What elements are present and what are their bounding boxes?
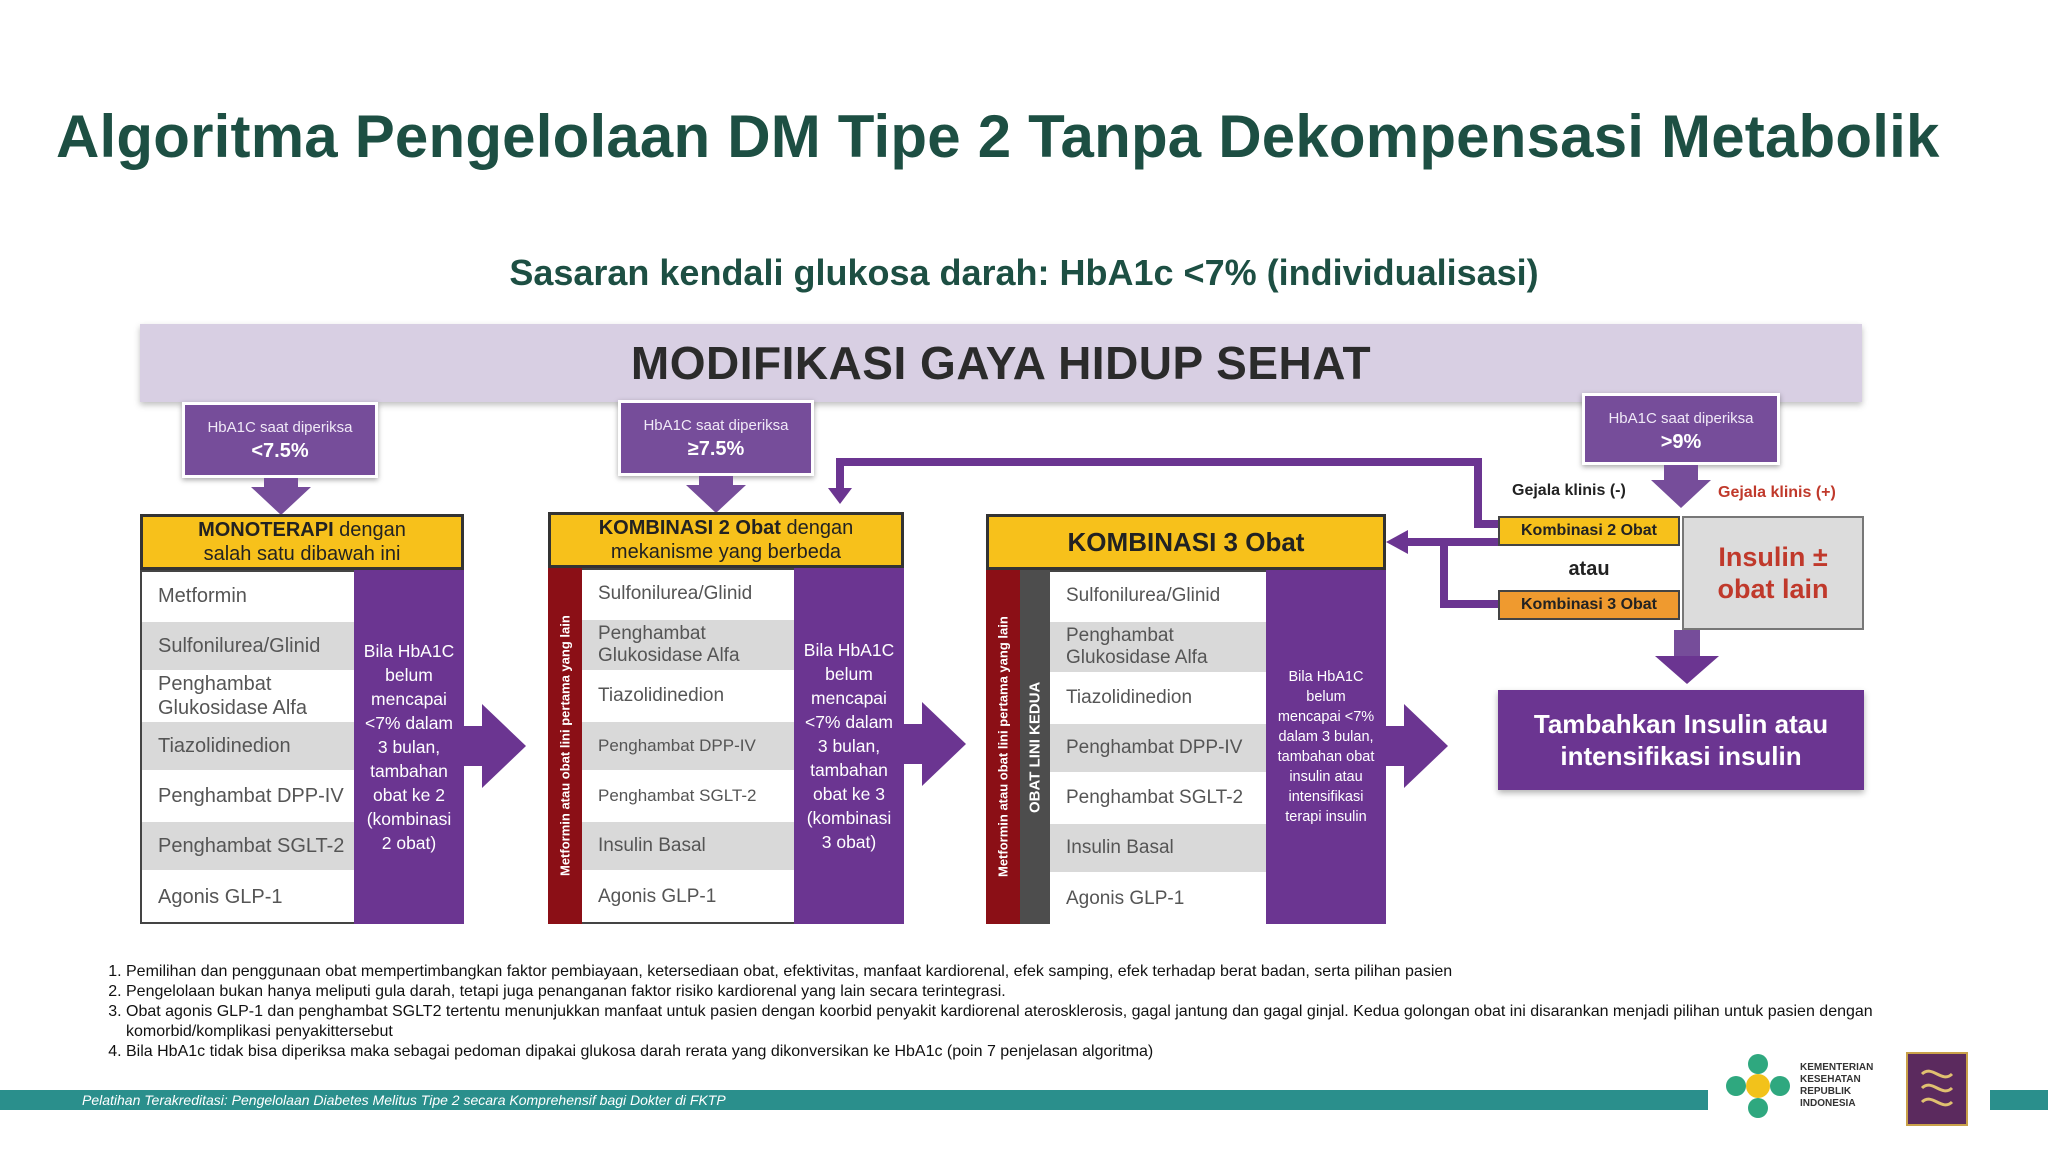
kemenkes-logo-text (1800, 1062, 1873, 1110)
kemenkes-logo-icon (1724, 1052, 1792, 1120)
connector-arrow-head-icon (1386, 530, 1408, 554)
kombi2-drug-item: Penghambat DPP-IV (582, 722, 794, 772)
kombi2-header-rest: dengan (780, 517, 854, 539)
kombi2-drug-item: Insulin Basal (582, 822, 794, 872)
mono-escalation-note: Bila HbA1C belum mencapai <7% dalam 3 bulan, tambahan obat ke 2 (kombinasi 2 obat) (354, 570, 464, 924)
kombi2-option-box: Kombinasi 2 Obat (1498, 516, 1680, 546)
page-subtitle: Sasaran kendali glukosa darah: HbA1c <7% (individualisasi) (509, 252, 1539, 293)
kombi3-escalation-note: Bila HbA1C belum mencapai <7% dalam 3 bulan, tambahan obat insulin atau intensifikasi terapi insulin (1266, 570, 1386, 924)
footnote-item: 4. Bila HbA1c tidak bisa diperiksa maka sebagai pedoman dipakai glukosa darah rerata yang dikonversikan ke HbA1c (poin 7 penjelasan algoritma) (126, 1042, 1918, 1062)
mono-drug-list (140, 570, 354, 924)
mono-drug-item: Metformin (142, 572, 354, 622)
kombi3-drug-item: Tiazolidinedion (1050, 674, 1266, 724)
hba1c-label: HbA1C saat diperiksa (1608, 410, 1754, 427)
logo-line: KESEHATAN (1800, 1074, 1861, 1085)
hba1c-value: <7.5% (251, 440, 309, 462)
kombi2-first-line-bar: Metformin atau obat lini pertama yang lain (548, 568, 582, 924)
down-arrow-icon (1655, 656, 1719, 684)
hba1c-box-mono (182, 402, 378, 478)
lifestyle-banner: MODIFIKASI GAYA HIDUP SEHAT (140, 324, 1862, 402)
mono-header-line1 (198, 518, 406, 542)
kombi3-drug-item: Penghambat Glukosidase Alfa (1050, 622, 1266, 674)
kombi3-drug-item: Agonis GLP-1 (1050, 874, 1266, 924)
kombi2-drug-item: Tiazolidinedion (582, 672, 794, 722)
hba1c-box-kombi2 (618, 400, 814, 476)
down-arrow-icon (686, 485, 746, 513)
footer-text: Pelatihan Terakreditasi: Pengelolaan Diabetes Melitus Tipe 2 secara Komprehensif bagi Dokter di FKTP (82, 1092, 726, 1108)
kombi3-header (986, 514, 1386, 570)
kombi3-second-line-bar: OBAT LINI KEDUA (1020, 570, 1050, 924)
hba1c-box-insulin (1582, 393, 1780, 465)
kombi2-header-line1 (599, 516, 854, 540)
kombi2-drug-list (582, 568, 794, 924)
kombi3-first-line-bar: Metformin atau obat lini pertama yang lain (986, 570, 1020, 924)
connector-kombi3-top (1406, 538, 1498, 546)
mono-drug-item: Agonis GLP-1 (142, 872, 354, 922)
kombi3-drug-item: Sulfonilurea/Glinid (1050, 572, 1266, 622)
footnote-item: 1. Pemilihan dan penggunaan obat mempertimbangkan faktor pembiayaan, ketersediaan obat, efektivitas, manfaat kardiorenal, efek samping, efek terhadap berat badan, serta pilihan pasien (126, 962, 1918, 982)
kombi3-drug-item: Penghambat DPP-IV (1050, 724, 1266, 774)
connector-kombi3-bottom (1440, 600, 1498, 608)
kombi3-option-box: Kombinasi 3 Obat (1498, 590, 1680, 620)
mono-drug-item: Tiazolidinedion (142, 722, 354, 772)
footer-bar-right (1990, 1090, 2048, 1110)
kombi2-header (548, 512, 904, 568)
hba1c-label: HbA1C saat diperiksa (207, 419, 353, 436)
kombi2-drug-item: Penghambat SGLT-2 (582, 772, 794, 822)
kombi2-drug-item: Agonis GLP-1 (582, 872, 794, 922)
kombi3-drug-list (1050, 570, 1266, 924)
hba1c-label: HbA1C saat diperiksa (643, 417, 789, 434)
gejala-negative-label: Gejala klinis (-) (1512, 482, 1626, 499)
connector-kombi3-vertical (1440, 538, 1448, 608)
loop-arrow-head-icon (828, 488, 852, 504)
kombi3-drug-item: Insulin Basal (1050, 824, 1266, 874)
gejala-positive-label: Gejala klinis (+) (1718, 484, 1836, 501)
logo-line: INDONESIA (1800, 1098, 1856, 1109)
loop-connector-right (1474, 458, 1482, 526)
perkeni-logo-icon (1906, 1052, 1968, 1126)
mono-drug-item: Penghambat DPP-IV (142, 772, 354, 822)
down-arrow-stem (1674, 630, 1700, 658)
arrow-stem (1386, 726, 1404, 766)
arrow-stem (464, 726, 482, 766)
kombi2-header-line2: mekanisme yang berbeda (610, 541, 842, 563)
loop-connector-top (836, 458, 1482, 466)
footnotes-list (98, 962, 1918, 1062)
down-arrow-icon (1651, 480, 1711, 508)
arrow-stem (904, 724, 922, 764)
logo-line: KEMENTERIAN (1800, 1062, 1874, 1073)
kombi2-drug-item: Penghambat Glukosidase Alfa (582, 620, 794, 672)
kombi3-drug-item: Penghambat SGLT-2 (1050, 774, 1266, 824)
kombi2-drug-item: Sulfonilurea/Glinid (582, 570, 794, 620)
right-arrow-icon (922, 702, 966, 786)
footnote-item: 2. Pengelolaan bukan hanya meliputi gula darah, tetapi juga penanganan faktor risiko kardiorenal yang lain secara terintegrasi. (126, 982, 1918, 1002)
mono-drug-item: Penghambat SGLT-2 (142, 822, 354, 872)
mono-header (140, 514, 464, 570)
right-arrow-icon (1404, 704, 1448, 788)
mono-header-bold: MONOTERAPI (198, 519, 334, 541)
mono-header-line2: salah satu dibawah ini (203, 543, 401, 565)
down-arrow-icon (251, 487, 311, 515)
mono-drug-item: Sulfonilurea/Glinid (142, 622, 354, 672)
kombi2-escalation-note: Bila HbA1C belum mencapai <7% dalam 3 bulan, tambahan obat ke 3 (kombinasi 3 obat) (794, 568, 904, 924)
right-arrow-icon (482, 704, 526, 788)
mono-drug-item: Penghambat Glukosidase Alfa (142, 672, 354, 722)
logo-line: REPUBLIK (1800, 1086, 1852, 1097)
footnote-item: 3. Obat agonis GLP-1 dan penghambat SGLT2 tertentu menunjukkan manfaat untuk pasien dengan koorbid penyakit kardiorenal aterosklerosis, gagal jantung dan gagal ginjal. Kedua golongan obat ini disarankan menjadi pilihan untuk pasien dengan komorbid/komplikasi penyakittersebut (126, 1002, 1918, 1042)
hba1c-value: >9% (1660, 431, 1702, 453)
atau-label: atau (1568, 557, 1610, 580)
down-arrow-stem (1664, 465, 1698, 481)
final-insulin-box: Tambahkan Insulin atau intensifikasi insulin (1498, 690, 1864, 790)
page-title: Algoritma Pengelolaan DM Tipe 2 Tanpa Dekompensasi Metabolik (56, 103, 1940, 170)
kombi3-header-text: KOMBINASI 3 Obat (1067, 527, 1305, 557)
mono-header-rest: dengan (333, 519, 406, 541)
loop-connector-left (836, 458, 844, 490)
insulin-plus-drug-box: Insulin ± obat lain (1682, 516, 1864, 630)
hba1c-value: ≥7.5% (687, 438, 745, 460)
kombi2-header-bold: KOMBINASI 2 Obat (598, 517, 781, 539)
